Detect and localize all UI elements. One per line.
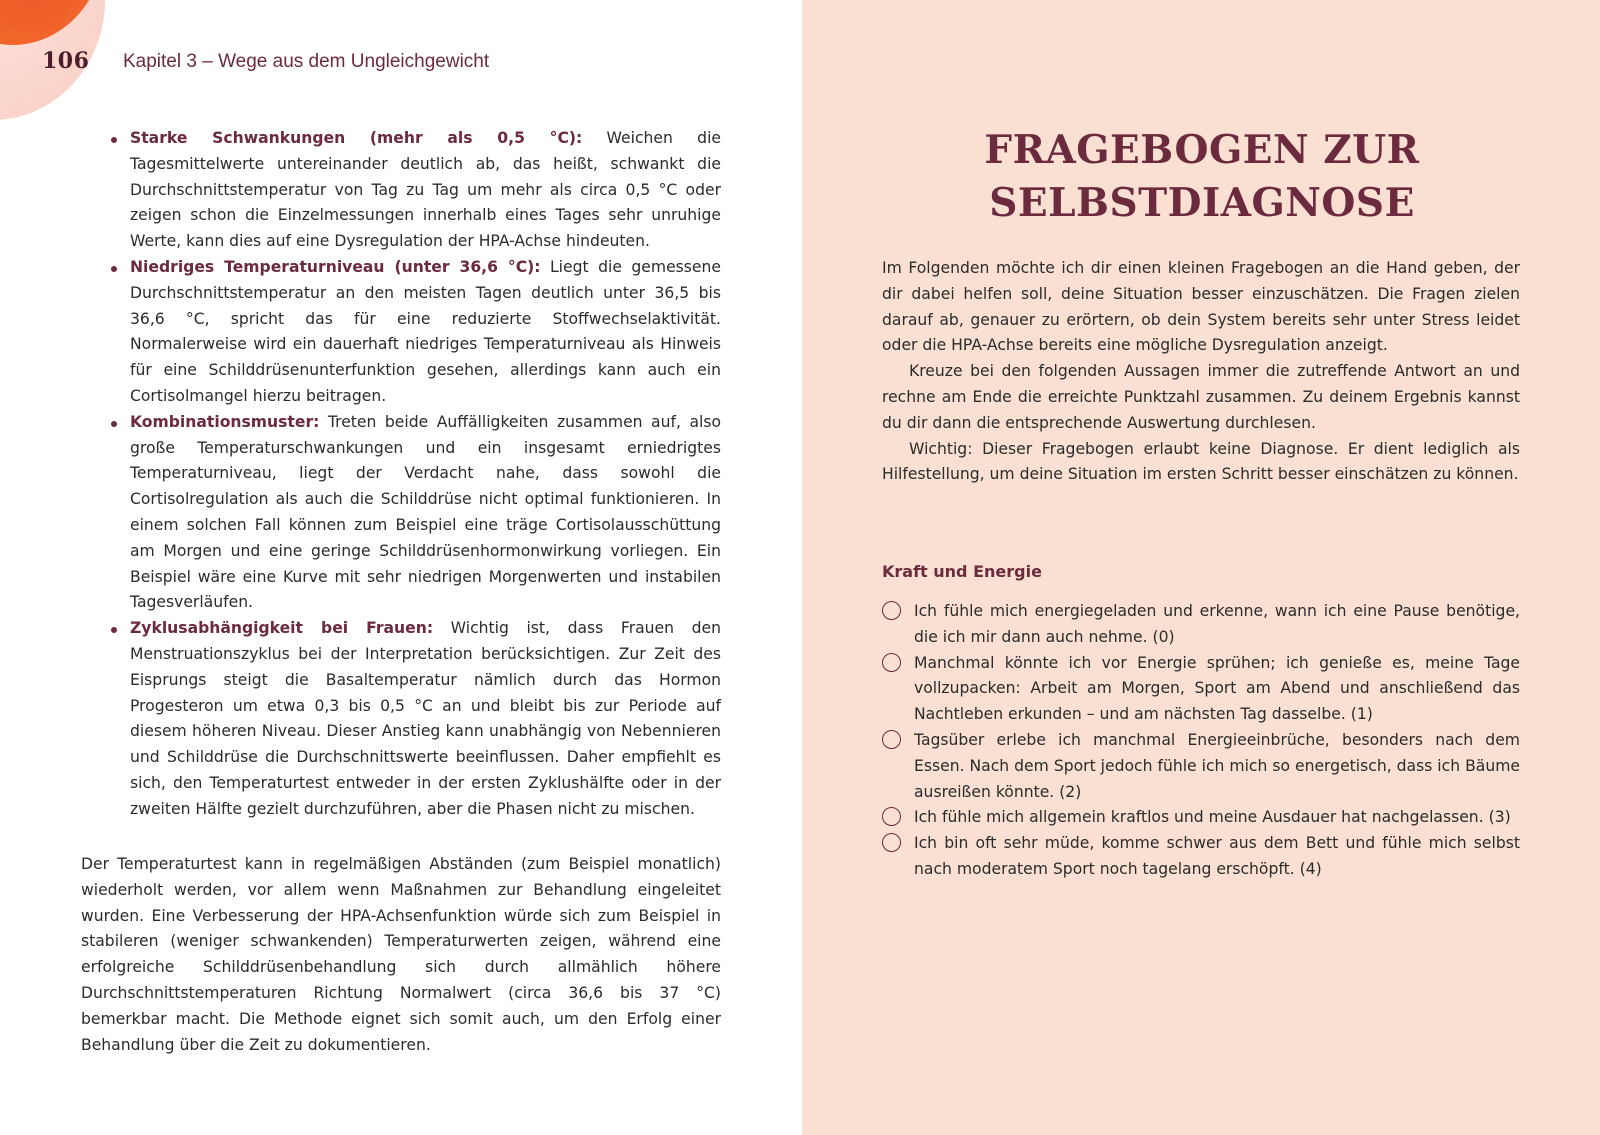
- intro-text: [882, 256, 1520, 488]
- answer-option-text: Ich fühle mich allgemein kraftlos und meine Ausdauer hat nachgelassen. (3): [914, 808, 1511, 827]
- question-heading: Kraft und Energie: [882, 562, 1042, 581]
- bullet-item: [104, 255, 721, 410]
- radio-circle-icon[interactable]: [882, 730, 901, 749]
- answer-option-text: Tagsüber erlebe ich manchmal Energieeinbrüche, besonders nach dem Essen. Nach dem Sport jedoch fühle ich mich so energetisch, dass ich Bäume ausreißen könnte. (2): [914, 730, 1520, 801]
- page-number: 106: [42, 48, 90, 74]
- bullet-text: Treten beide Auffälligkeiten zusammen auf, also große Temperaturschwankungen und ein insgesamt erniedrigtes Temperaturniveau, liegt der Verdacht nahe, dass sowohl die Cortisolregulation als auch die Schilddrüse nicht optimal funktionieren. In einem solchen Fall können zum Beispiel eine träge Cortisolausschüttung am Morgen und eine geringe Schilddrüsenhormonwirkung vorliegen. Ein Beispiel wäre eine Kurve mit sehr niedrigen Morgenwerten und instabilen Tagesverläufen.: [130, 412, 721, 612]
- bullet-dot-icon: [111, 627, 117, 633]
- section-title: [882, 124, 1522, 230]
- bullet-dot-icon: [111, 266, 117, 272]
- answer-options: [882, 599, 1520, 883]
- bullet-text: Weichen die Tagesmittelwerte untereinander deutlich ab, das heißt, schwankt die Durchschnittstemperatur von Tag zu Tag um mehr als circa 0,5 °C oder zeigen schon die Einzelmessungen innerhalb eines Tages sehr unruhige Werte, kann dies auf eine Dysregulation der HPA-Achse hindeuten.: [130, 129, 721, 251]
- section-title-line-1: FRAGEBOGEN ZUR: [984, 127, 1420, 173]
- answer-option-text: Ich fühle mich energiegeladen und erkenne, wann ich eine Pause benötige, die ich mir dann auch nehme. (0): [914, 602, 1520, 646]
- radio-circle-icon[interactable]: [882, 653, 901, 672]
- bullet-term: Kombinationsmuster:: [130, 412, 320, 431]
- bullet-term: Starke Schwankungen (mehr als 0,5 °C):: [130, 129, 583, 147]
- section-title-line-2: SELBSTDIAGNOSE: [989, 180, 1415, 226]
- closing-paragraph: Der Temperaturtest kann in regelmäßigen Abständen (zum Beispiel monatlich) wiederholt werden, vor allem wenn Maßnahmen zur Behandlung eingeleitet wurden. Eine Verbesserung der HPA-Achsenfunktion würde sich zum Beispiel in stabileren (weniger schwankenden) Temperaturwerten zeigen, während eine erfolgreiche Schilddrüsenbehandlung sich durch allmählich höhere Durchschnittstemperaturen Richtung Normalwert (circa 36,6 bis 37 °C) bemerkbar macht. Die Methode eignet sich somit auch, um den Erfolg einer Behandlung über die Zeit zu dokumentieren.: [81, 855, 721, 1054]
- right-page: [802, 0, 1600, 1135]
- bullet-text: Wichtig ist, dass Frauen den Menstruationszyklus bei der Interpretation berücksichtigen. Zur Zeit des Eisprungs steigt die Basaltemperatur nämlich durch das Hormon Progesteron um etwa 0,3 bis 0,5 °C an und bleibt bis zur Periode auf diesem höheren Niveau. Dieser Anstieg kann unabhängig von Nebennieren und Schilddrüse die Durchschnittswerte beeinflussen. Daher empfiehlt es sich, den Temperaturtest entweder in der ersten Zyklushälfte oder in der zweiten Hälfte gezielt durchzuführen, aber die Phasen nicht zu mischen.: [130, 619, 721, 818]
- intro-paragraph: Im Folgenden möchte ich dir einen kleinen Fragebogen an die Hand geben, der dir dabei helfen soll, deine Situation besser einzuschätzen. Die Fragen zielen darauf ab, genauer zu erörtern, ob dein System bereits sehr unter Stress leidet oder die HPA-Achse bereits eine mögliche Dysregulation anzeigt.: [882, 259, 1520, 355]
- answer-option: [882, 831, 1520, 883]
- bullet-item: [104, 616, 721, 822]
- running-head: Kapitel 3 – Wege aus dem Ungleichgewicht: [123, 51, 490, 72]
- bullet-dot-icon: [111, 137, 117, 143]
- bullet-item: [104, 410, 721, 616]
- answer-option: [882, 805, 1520, 831]
- intro-paragraph: Wichtig: Dieser Fragebogen erlaubt keine Diagnose. Er dient lediglich als Hilfestellung, um deine Situation im ersten Schritt besser einschätzen zu können.: [882, 439, 1520, 484]
- radio-circle-icon[interactable]: [882, 601, 901, 620]
- radio-circle-icon[interactable]: [882, 833, 901, 852]
- bullet-list: [104, 126, 721, 823]
- answer-option: [882, 599, 1520, 651]
- bullet-term: Zyklusabhängigkeit bei Frauen:: [130, 619, 434, 638]
- answer-option: [882, 728, 1520, 805]
- answer-option: [882, 651, 1520, 728]
- answer-option-text: Ich bin oft sehr müde, komme schwer aus dem Bett und fühle mich selbst nach moderatem Sport noch tagelang erschöpft. (4): [914, 834, 1520, 878]
- answer-option-text: Manchmal könnte ich vor Energie sprühen; ich genieße es, meine Tage vollzupacken: Arbeit am Morgen, Sport am Abend und anschließend das Nachtleben erkunden – und am nächsten Tag dasselbe. (1): [914, 653, 1520, 724]
- bullet-dot-icon: [111, 421, 117, 427]
- bullet-item: [104, 126, 721, 255]
- intro-paragraph: Kreuze bei den folgenden Aussagen immer die zutreffende Antwort an und rechne am Ende die erreichte Punktzahl zusammen. Zu deinem Ergebnis kannst du dir dann die entsprechende Auswertung durchlesen.: [882, 362, 1520, 432]
- bullet-term: Niedriges Temperaturniveau (unter 36,6 °C):: [130, 257, 541, 276]
- bullet-text: Liegt die gemessene Durchschnittstemperatur an den meisten Tagen deutlich unter 36,5 bis 36,6 °C, spricht das für eine reduzierte Stoffwechselaktivität. Normalerweise wird ein dauerhaft niedriges Temperaturniveau als Hinweis für eine Schilddrüsenunterfunktion gesehen, allerdings kann auch ein Cortisolmangel hierzu beitragen.: [130, 257, 721, 405]
- radio-circle-icon[interactable]: [882, 807, 901, 826]
